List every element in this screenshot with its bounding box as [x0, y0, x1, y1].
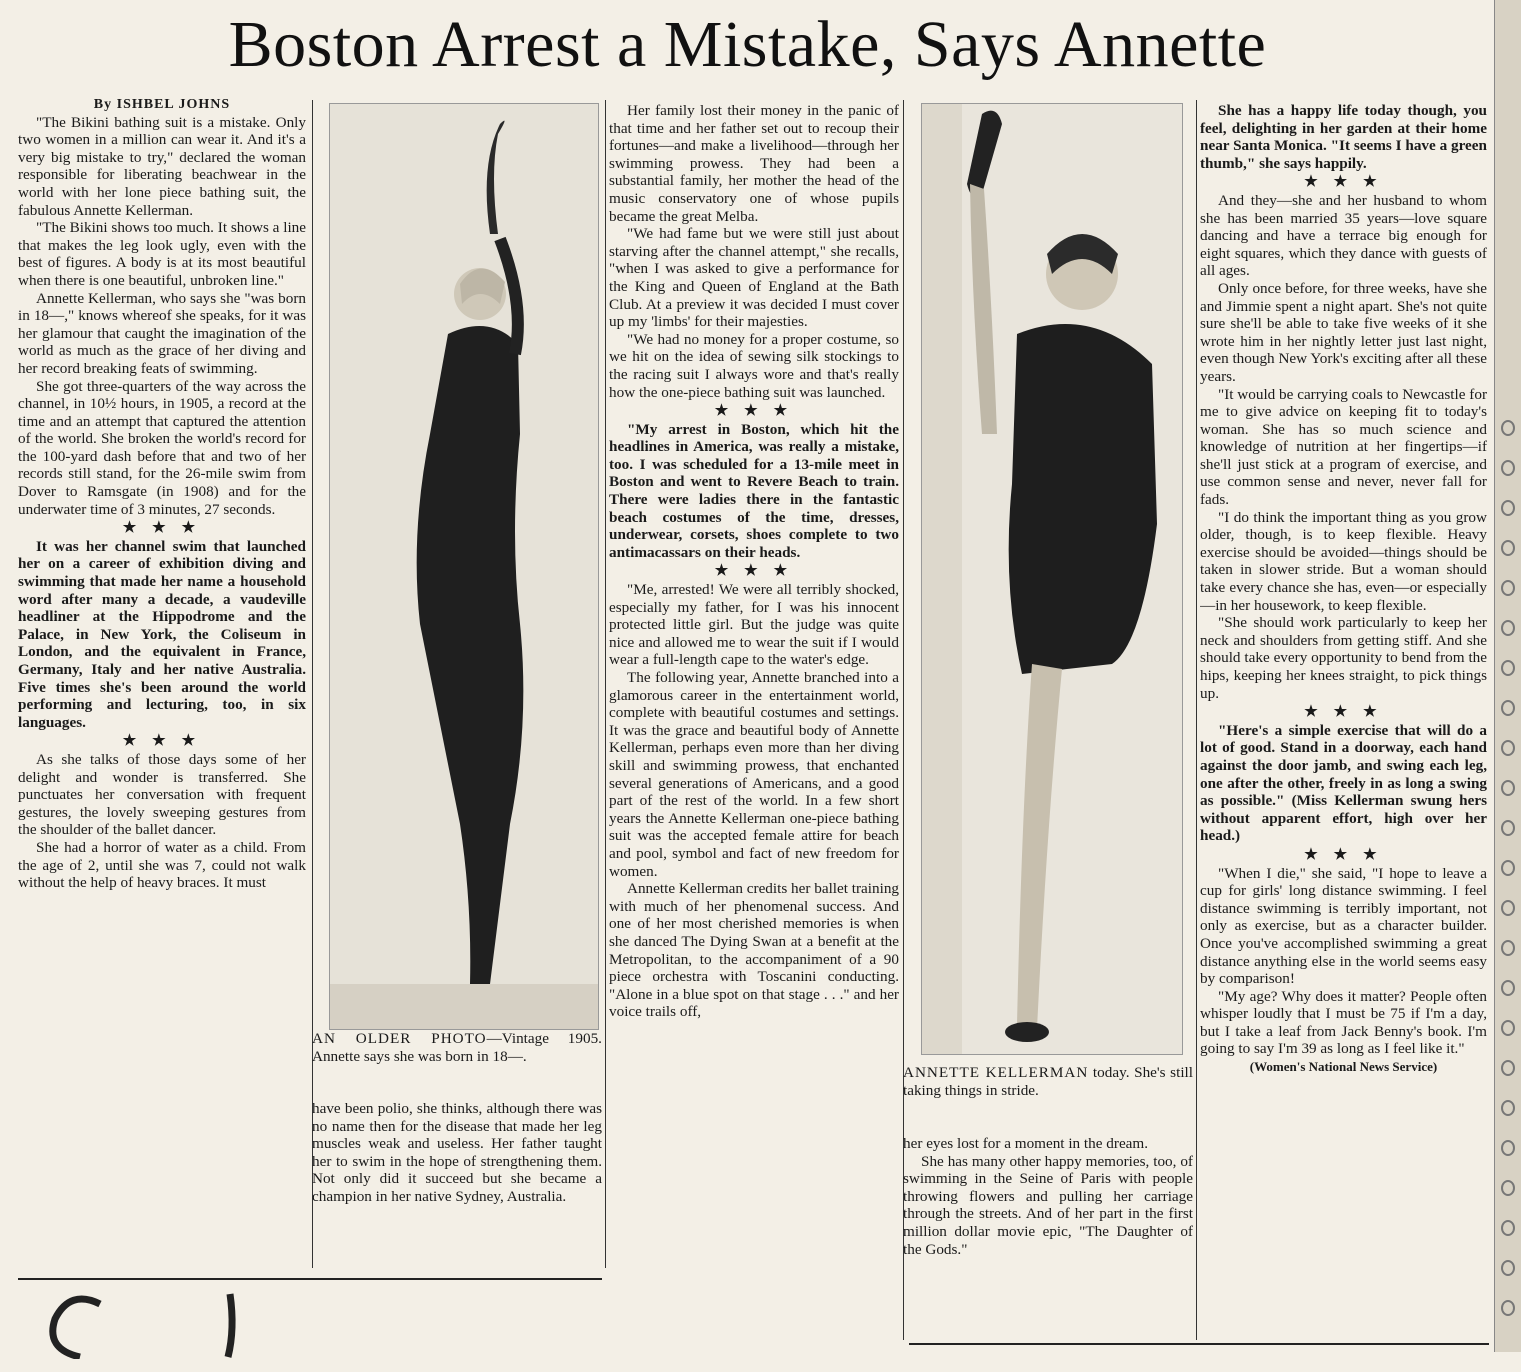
paragraph: As she talks of those days some of her delight and wonder is transferred. She punctuates her conversation with frequent gestures, the lovely sweeping gestures from the shoulder of the ballet dancer. — [18, 750, 306, 839]
star-separator: ★ ★ ★ — [1304, 173, 1383, 191]
paragraph: her eyes lost for a moment in the dream. — [903, 1135, 1149, 1152]
woman-standing-figure-image — [330, 104, 598, 1029]
paragraph: "I do think the important thing as you grow older, though, is to keep flexible. Heavy exercise should be avoided—things should be taken in slower stride. But a woman should take every chance she has, even—or especially—in her housework, to keep flexible. — [1200, 508, 1487, 614]
caption-text: —Vintage 1905. Annette says she was born in 18—. — [312, 1030, 602, 1065]
caption-lead: AN OLDER PHOTO — [312, 1030, 487, 1047]
paragraph: "Me, arrested! We were all terribly shocked, especially my father, for I was his innocent protected little girl. But the judge was quite nice and allowed me to wear the suit if I would wear a full-length cape to the water's edge. — [609, 581, 899, 669]
binding-ring-icon — [1501, 1180, 1515, 1196]
paragraph: And they—she and her husband to whom she has been married 35 years—love square dancing and have a terrace big enough for eight squares, which they dance with guests of all ages. — [1200, 191, 1487, 280]
binding-ring-icon — [1501, 1220, 1515, 1236]
paragraph-bold: "My arrest in Boston, which hit the headlines in America, was really a mistake, too. I was scheduled for a 13-mile meet in Boston and went to Revere Beach to train. There were ladies there in the fantastic beach costumes of the time, dresses, underwear, corsets, shoes complete to two antimacassars on their heads. — [609, 420, 899, 561]
binding-ring-icon — [1501, 660, 1515, 676]
paragraph: She got three-quarters of the way across the channel, in 10½ hours, in 1905, a record at the time and an attempt that captured the attention of the world. She broken the world's record for the 100-yard dash before that and two of her records still stand, for the 26-mile swim from Dover to Ramsgate (in 1908) and for the underwater time of 3 minutes, 27 seconds. — [18, 377, 306, 518]
star-separator: ★ ★ ★ — [714, 562, 794, 580]
next-article-headline-fragment — [30, 1282, 290, 1372]
binding-ring-icon — [1501, 860, 1515, 876]
paragraph: Annette Kellerman, who says she "was born in 18—," knows whereof she speaks, for it was her glamour that caught the imagination of the world as much as the grace of her diving and her record breaking feats of swimming. — [18, 289, 306, 377]
paragraph: "We had fame but we were still just about starving after the channel attempt," she recalls, "when I was asked to give a performance for the King and Queen of England at the Bath Club. At a preview it was decided I must cover up my 'limbs' for their majesties. — [609, 225, 899, 331]
binding-ring-icon — [1501, 500, 1515, 516]
news-service-credit: (Women's National News Service) — [1249, 1059, 1438, 1075]
column-5 — [1200, 102, 1487, 1342]
binding-ring-icon — [1501, 420, 1515, 436]
binding-ring-icon — [1501, 1300, 1515, 1316]
paragraph: "The Bikini bathing suit is a mistake. Only two women in a million can wear it. And it's a very big mistake to try," declared the woman responsible for liberating beachwear in the world with her lone piece bathing suit, the fabulous Annette Kellerman. — [18, 113, 306, 219]
paragraph: Annette Kellerman credits her ballet training with much of her phenomenal success. And one of her most cherished memories is when she danced The Dying Swan at a benefit at the Metropolitan, to the accompaniment of a 90 piece orchestra with Toscanini conducting. "Alone in a blue spot on that stage . . ." and her voice trails off, — [609, 880, 899, 1021]
paragraph-bold: "Here's a simple exercise that will do a lot of good. Stand in a doorway, each hand against the door jamb, and swing each leg, one after the other, freely in as long a swing as possible." (Miss Kellerman swung hers without apparent effort, high over her head.) — [1200, 721, 1487, 845]
photo-older-caption — [312, 1030, 602, 1065]
star-separator: ★ ★ ★ — [122, 732, 202, 750]
binding-ring-icon — [1501, 540, 1515, 556]
binding-ring-icon — [1501, 580, 1515, 596]
column-rule — [1196, 100, 1197, 1340]
headline: Boston Arrest a Mistake, Says Annette — [228, 8, 1267, 81]
binding-ring-icon — [1501, 1260, 1515, 1276]
paragraph: Her family lost their money in the panic of that time and her father set out to recoup their fortunes—and make a livelihood—through her swimming prowess. They had been a substantial family, her mother the head of the music conservatory one of whose pupils became the great Melba. — [609, 102, 899, 225]
paragraph: She has many other happy memories, too, of swimming in the Seine of Paris with people throwing flowers and pulling her carriage through the streets. And of her part in the first million dollar movie epic, "The Daughter of the Gods." — [903, 1152, 1193, 1258]
binding-ring-icon — [1501, 900, 1515, 916]
photo-older — [329, 103, 599, 1030]
binding-ring-icon — [1501, 1140, 1515, 1156]
binding-ring-icon — [1501, 460, 1515, 476]
star-separator: ★ ★ ★ — [714, 402, 794, 420]
byline: By ISHBEL JOHNS — [93, 97, 231, 112]
photo-today-caption — [903, 1064, 1193, 1099]
bottom-rule-right — [909, 1343, 1489, 1345]
paragraph: Only once before, for three weeks, have she and Jimmie spent a night apart. She's not quite sure she'll be able to take five weeks of it she wrote him in her nightly letter just last night, even though New York's exciting after all these years. — [1200, 279, 1487, 385]
column-2-bottom — [312, 1100, 602, 1270]
column-rule — [312, 100, 313, 1268]
woman-high-kick-figure-image — [922, 104, 1182, 1054]
star-separator: ★ ★ ★ — [1304, 703, 1383, 721]
paragraph: "The Bikini shows too much. It shows a line that makes the leg look ugly, even with the best of figures. A body is at its most beautiful when there is one beautiful, unbroken line." — [18, 219, 306, 289]
paragraph: "She should work particularly to keep her neck and shoulders from getting stiff. And she should take every opportunity to bend from the hips, keeping her knees straight, to pick things up. — [1200, 614, 1487, 702]
binding-ring-icon — [1501, 700, 1515, 716]
paragraph-bold: It was her channel swim that launched her on a career of exhibition diving and swimming that made her name a household word after many a decade, a vaudeville headliner at the Hippodrome and the Palace, in New York, the Coliseum in London, and the equivalent in France, Germany, Italy and her native Australia. Five times she's been around the world performing and lecturing, too, in six languages. — [18, 537, 306, 731]
paragraph: "It would be carrying coals to Newcastle for me to give advice on keeping fit to today's woman. She has so much science and knowledge of nutrition at her fingertips—if she'll just stick at a program of exercise, and use common sense and never, never fall for fads. — [1200, 385, 1487, 509]
column-3 — [609, 102, 899, 1342]
binding-ring-icon — [1501, 940, 1515, 956]
binding-ring-icon — [1501, 620, 1515, 636]
binding-ring-icon — [1501, 980, 1515, 996]
column-1 — [18, 96, 306, 1264]
photo-today — [921, 103, 1183, 1055]
binding-ring-icon — [1501, 1020, 1515, 1036]
star-separator: ★ ★ ★ — [1304, 845, 1383, 863]
bottom-rule-left — [18, 1278, 602, 1280]
caption-text: today. She's still taking things in stride. — [903, 1064, 1193, 1099]
paragraph: "My age? Why does it matter? People often whisper loudly that I must be 75 if I'm a day, but I take a leaf from Jack Benny's book. I'm going to say I'm 39 as long as I feel like it." — [1200, 987, 1487, 1058]
paragraph: She had a horror of water as a child. From the age of 2, until she was 7, could not walk without the help of heavy braces. It must — [18, 838, 306, 892]
paragraph-bold: She has a happy life today though, you feel, delighting in her garden at their home near Santa Monica. "It seems I have a green thumb," she says happily. — [1200, 102, 1487, 172]
page-binding-edge — [1494, 0, 1521, 1352]
script-letter-icon — [30, 1289, 290, 1359]
caption-lead: ANNETTE KELLERMAN — [903, 1064, 1089, 1081]
binding-ring-icon — [1501, 1060, 1515, 1076]
binding-ring-icon — [1501, 1100, 1515, 1116]
binding-ring-icon — [1501, 820, 1515, 836]
column-rule — [605, 100, 606, 1268]
paragraph: "When I die," she said, "I hope to leave a cup for girls' long distance swimming. I feel distance swimming is terribly important, not only as exercise, but as a character builder. Once you've accomplished swimming a great distance anything else in the world seems easy by comparison! — [1200, 864, 1487, 988]
paragraph: have been polio, she thinks, although there was no name then for the disease that made her leg muscles weak and useless. Her father taught her to swim in the hope of strengthening them. Not only did it succeed but she became a champion in her native Sydney, Australia. — [312, 1100, 602, 1205]
paragraph: "We had no money for a proper costume, so we hit on the idea of sewing silk stockings to the racing suit I always wore and that's really how the one-piece bathing suit was launched. — [609, 330, 899, 401]
star-separator: ★ ★ ★ — [122, 519, 202, 537]
binding-ring-icon — [1501, 780, 1515, 796]
column-4-bottom — [903, 1135, 1193, 1335]
binding-ring-icon — [1501, 740, 1515, 756]
paragraph: The following year, Annette branched into a glamorous career in the entertainment world, complete with beautiful costumes and settings. It was the grace and beautiful body of Annette Kellerman, perhaps even more than her diving skill and swimming prowess, that enchanted several generations of Americans, and a good part of the rest of the world. In a few short years the Annette Kellerman one-piece bathing suit was the accepted female attire for beach and pool, symbol and fact of new freedom for women. — [609, 669, 899, 880]
